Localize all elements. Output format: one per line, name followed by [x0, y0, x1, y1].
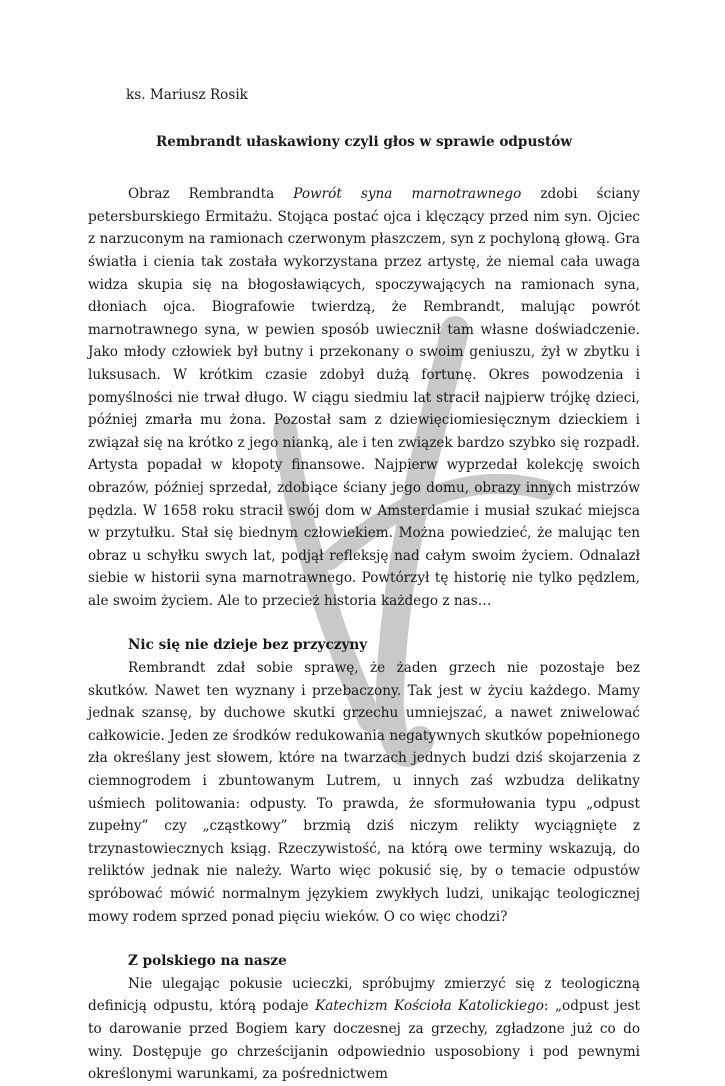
paragraph-section-2-rest: : „odpust jest to darowanie przed Bogiem kary doczesnej za grzechy, zgładzone już co do winy. Dostępuje go chrześcijanin odpowiednio usposobiony i pod pewnymi określonymi warunkami, za pośrednictwem [88, 998, 640, 1083]
paragraph-intro [88, 183, 640, 612]
paragraph-intro-rest: zdobi ściany petersburskiego Ermitażu. Stojąca postać ojca i klęczący przed nim syn. Ojciec z narzuconym na ramionach czerwonym płaszczem, syn z pochyloną głową. Gra światła i cienia tak została wykorzystana przez artystę, że niemal cała uwaga widza skupia się na błogosławiących, spoczywających na ramionach syna, dłoniach ojca. Biografowie twierdzą, że Rembrandt, malując powrót marnotrawnego syna, w pewien sposób uwiecznił tam własne doświadczenie. Jako młody człowiek był butny i przekonany o swoim geniuszu, żył w zbytku i luksusach. W krótkim czasie zdobył dużą fortunę. Okres powodzenia i pomyślności nie trwał długo. W ciągu siedmiu lat stracił najpierw trójkę dzieci, później zmarła mu żona. Pozostał sam z dziewięciomiesięcznym dzieckiem i związał się na krótko z jego nianką, ale i ten związek bardzo szybko się rozpadł. Artysta popadał w kłopoty finansowe. Najpierw wyprzedał kolekcję swoich obrazów, później sprzedał, zdobiące ściany jego domu, obrazy innych mistrzów pędzla. W 1658 roku stracił swój dom w Amsterdamie i musiał szukać miejsca w przytułku. Stał się biednym człowiekiem. Można powiedzieć, że malując ten obraz u schyłku swych lat, podjął refleksję nad całym swoim życiem. Odnalazł siebie w historii syna marnotrawnego. Powtórzył tę historię nie tylko pędzlem, ale swoim życiem. Ale to przecież historia każdego z nas… [88, 186, 640, 609]
paragraph-section-1: Rembrandt zdał sobie sprawę, że żaden grzech nie pozostaje bez skutków. Nawet ten wyznany i przebaczony. Tak jest w życiu każdego. Mamy jednak szansę, by duchowe skutki grzechu umniejszać, a nawet zniwelować całkowicie. Jeden ze środków redukowania negatywnych skutków popełnionego zła określany jest słowem, które na twarzach jednych budzi dziś skojarzenia z ciemnogrodem i zbuntowanym Lutrem, u innych zaś wzbudza delikatny uśmiech politowania: odpusty. To prawda, że sformułowania typu „odpust zupełny” czy „cząstkowy” brzmią dziś niczym relikty wyciągnięte z trzynastowiecznych ksiąg. Rzeczywistość, na którą owe terminy wskazują, do reliktów jednak nie należy. Warto więc pokusić się, by o temacie odpustów spróbować mówić normalnym językiem zwykłych ludzi, unikając teologicznej mowy rodem sprzed ponad pięciu wieków. O co więc chodzi? [88, 660, 640, 925]
paragraph-section-2 [88, 973, 640, 1086]
author-line: ks. Mariusz Rosik [126, 87, 248, 103]
catechism-title: Katechizm Kościoła Katolickiego [315, 998, 544, 1015]
painting-title: Powrót syna marnotrawnego [293, 186, 522, 203]
section-heading-1: Nic się nie dzieje bez przyczyny [128, 637, 368, 654]
paragraph-intro-start: Obraz Rembrandta [128, 186, 294, 203]
section-heading-2: Z polskiego na nasze [128, 953, 287, 970]
article-title: Rembrandt ułaskawiony czyli głos w sprawie odpustów [155, 133, 573, 150]
document-body [88, 84, 640, 1086]
paragraph-section-2-start: Nie ulegając pokusie ucieczki, spróbujmy zmierzyć się z teologiczną definicją odpustu, którą podaje [88, 975, 640, 1015]
